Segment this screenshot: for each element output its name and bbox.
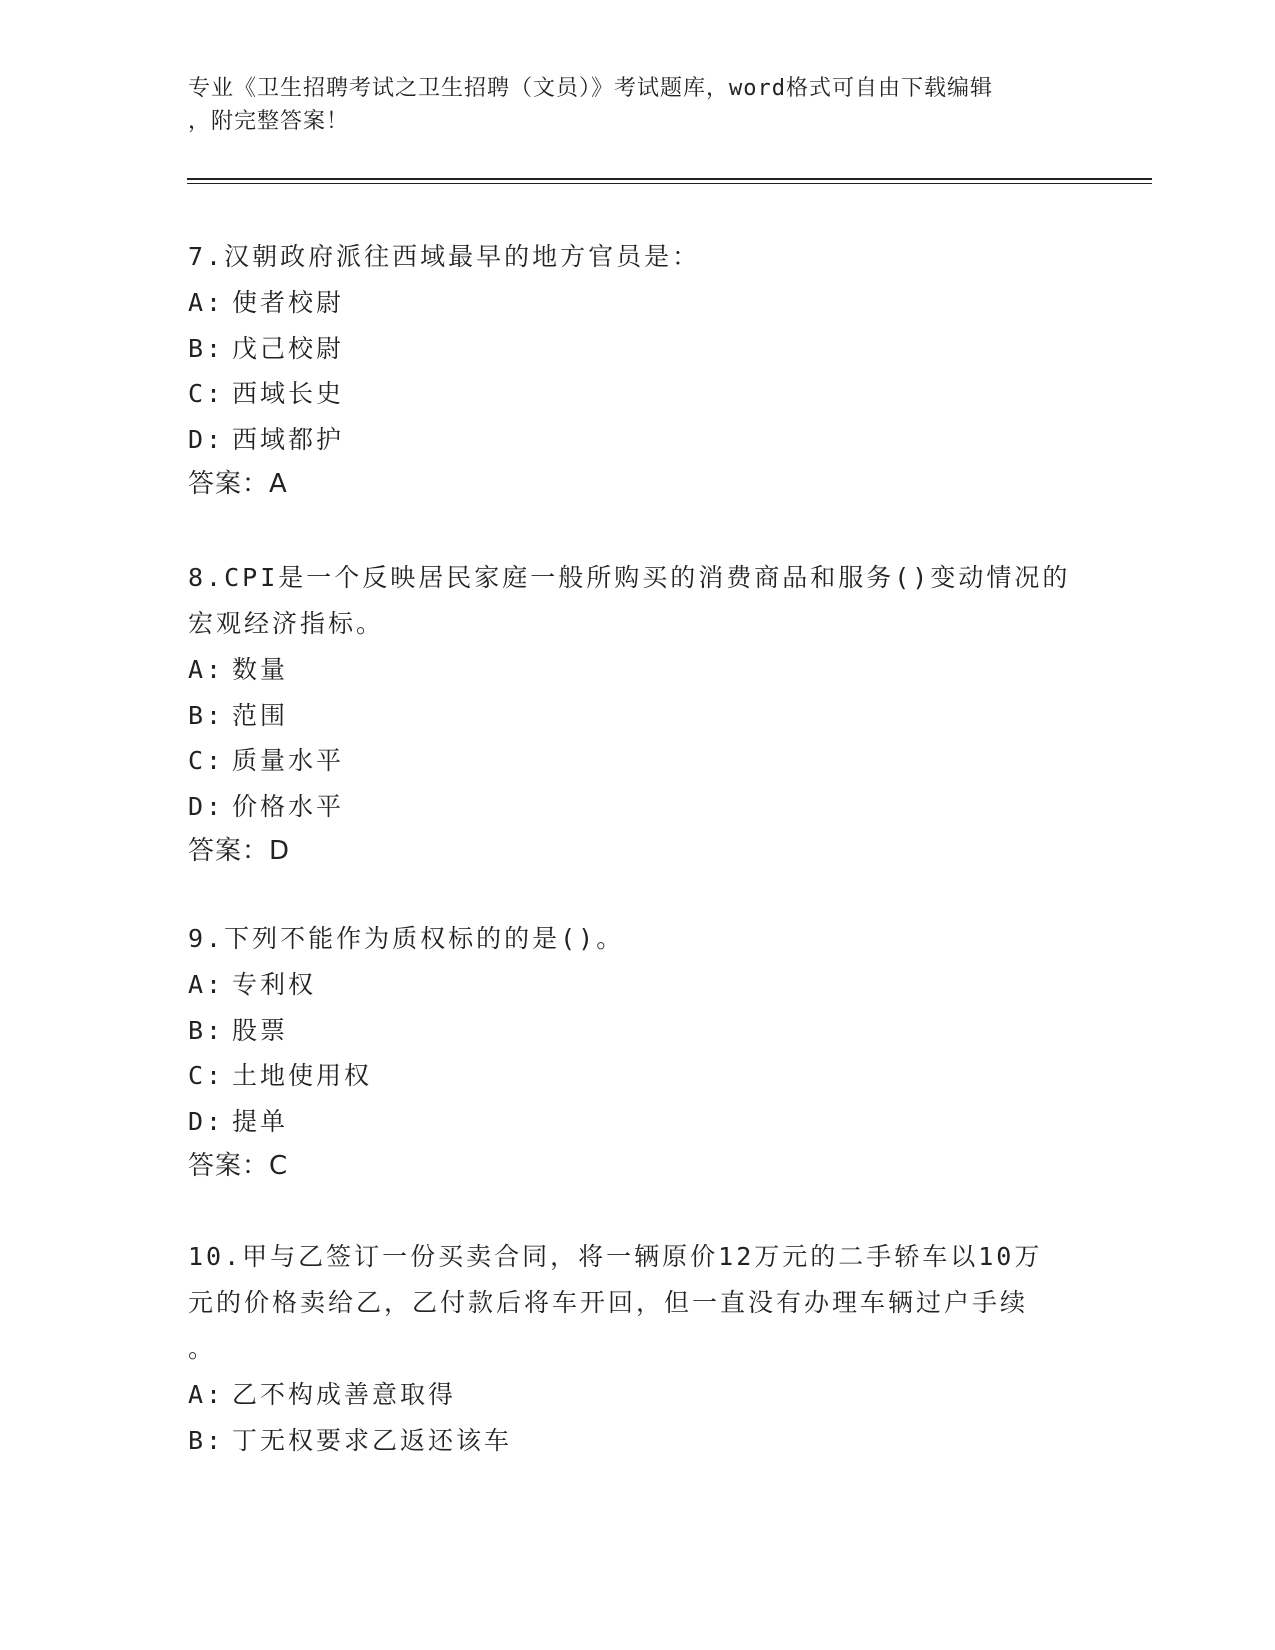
question-text-continued: 宏观经济指标。 <box>188 609 385 638</box>
option-text: 丁无权要求乙返还该车 <box>232 1425 513 1455</box>
question-7 <box>188 234 1088 507</box>
option-key: D: <box>188 424 225 454</box>
option-a <box>188 647 1088 693</box>
option-key: A: <box>188 288 225 317</box>
option-b <box>188 693 1088 739</box>
option-b <box>188 1008 1088 1054</box>
option-key: A: <box>188 970 225 999</box>
header-divider-thin <box>187 183 1152 184</box>
option-key: D: <box>188 791 225 821</box>
option-text: 数量 <box>232 655 289 684</box>
option-key: B: <box>188 333 225 363</box>
option-key: C: <box>188 379 225 408</box>
question-text: 9.下列不能作为质权标的的是()。 <box>188 924 625 953</box>
answer-label: 答案：C <box>188 1151 289 1181</box>
document-header <box>188 72 1068 138</box>
option-text: 土地使用权 <box>232 1061 373 1090</box>
question-8 <box>188 555 1088 874</box>
option-text: 范围 <box>232 700 289 730</box>
option-text: 专利权 <box>232 970 317 999</box>
answer-label: 答案：A <box>188 469 288 499</box>
option-text: 乙不构成善意取得 <box>232 1380 457 1409</box>
header-line-2: ，附完整答案！ <box>188 109 350 134</box>
option-b <box>188 1418 1088 1464</box>
question-text-continued: 元的价格卖给乙，乙付款后将车开回，但一直没有办理车辆过户手续 <box>188 1288 1029 1317</box>
option-key: D: <box>188 1106 225 1136</box>
answer-label: 答案：D <box>188 836 291 866</box>
option-text: 西域长史 <box>232 379 345 408</box>
option-d <box>188 417 1088 463</box>
option-d <box>188 784 1088 830</box>
question-text: 10.甲与乙签订一份买卖合同，将一辆原价12万元的二手轿车以10万 <box>188 1242 1043 1271</box>
option-key: A: <box>188 1380 225 1409</box>
question-text: 8.CPI是一个反映居民家庭一般所购买的消费商品和服务()变动情况的 <box>188 563 1071 592</box>
header-line-1: 专业《卫生招聘考试之卫生招聘（文员）》考试题库，word格式可自由下载编辑 <box>188 76 993 101</box>
option-text: 戊己校尉 <box>232 333 345 363</box>
option-key: C: <box>188 1061 225 1090</box>
option-key: B: <box>188 1015 225 1045</box>
option-key: B: <box>188 1425 225 1455</box>
option-c <box>188 371 1088 417</box>
header-divider-thick <box>187 178 1152 180</box>
option-text: 股票 <box>232 1015 289 1045</box>
option-a <box>188 280 1088 326</box>
question-10 <box>188 1234 1088 1463</box>
option-text: 提单 <box>232 1106 289 1136</box>
option-c <box>188 1053 1088 1099</box>
option-text: 西域都护 <box>232 424 345 454</box>
option-text: 质量水平 <box>232 746 345 775</box>
option-b <box>188 326 1088 372</box>
option-text: 使者校尉 <box>232 288 345 317</box>
option-a <box>188 1372 1088 1418</box>
question-text: 7.汉朝政府派往西域最早的地方官员是： <box>188 242 701 271</box>
option-key: B: <box>188 700 225 730</box>
option-key: C: <box>188 746 225 775</box>
option-a <box>188 962 1088 1008</box>
question-9 <box>188 916 1088 1189</box>
option-c <box>188 738 1088 784</box>
option-d <box>188 1099 1088 1145</box>
question-text-continued: 。 <box>188 1334 217 1363</box>
option-text: 价格水平 <box>232 791 345 821</box>
option-key: A: <box>188 655 225 684</box>
